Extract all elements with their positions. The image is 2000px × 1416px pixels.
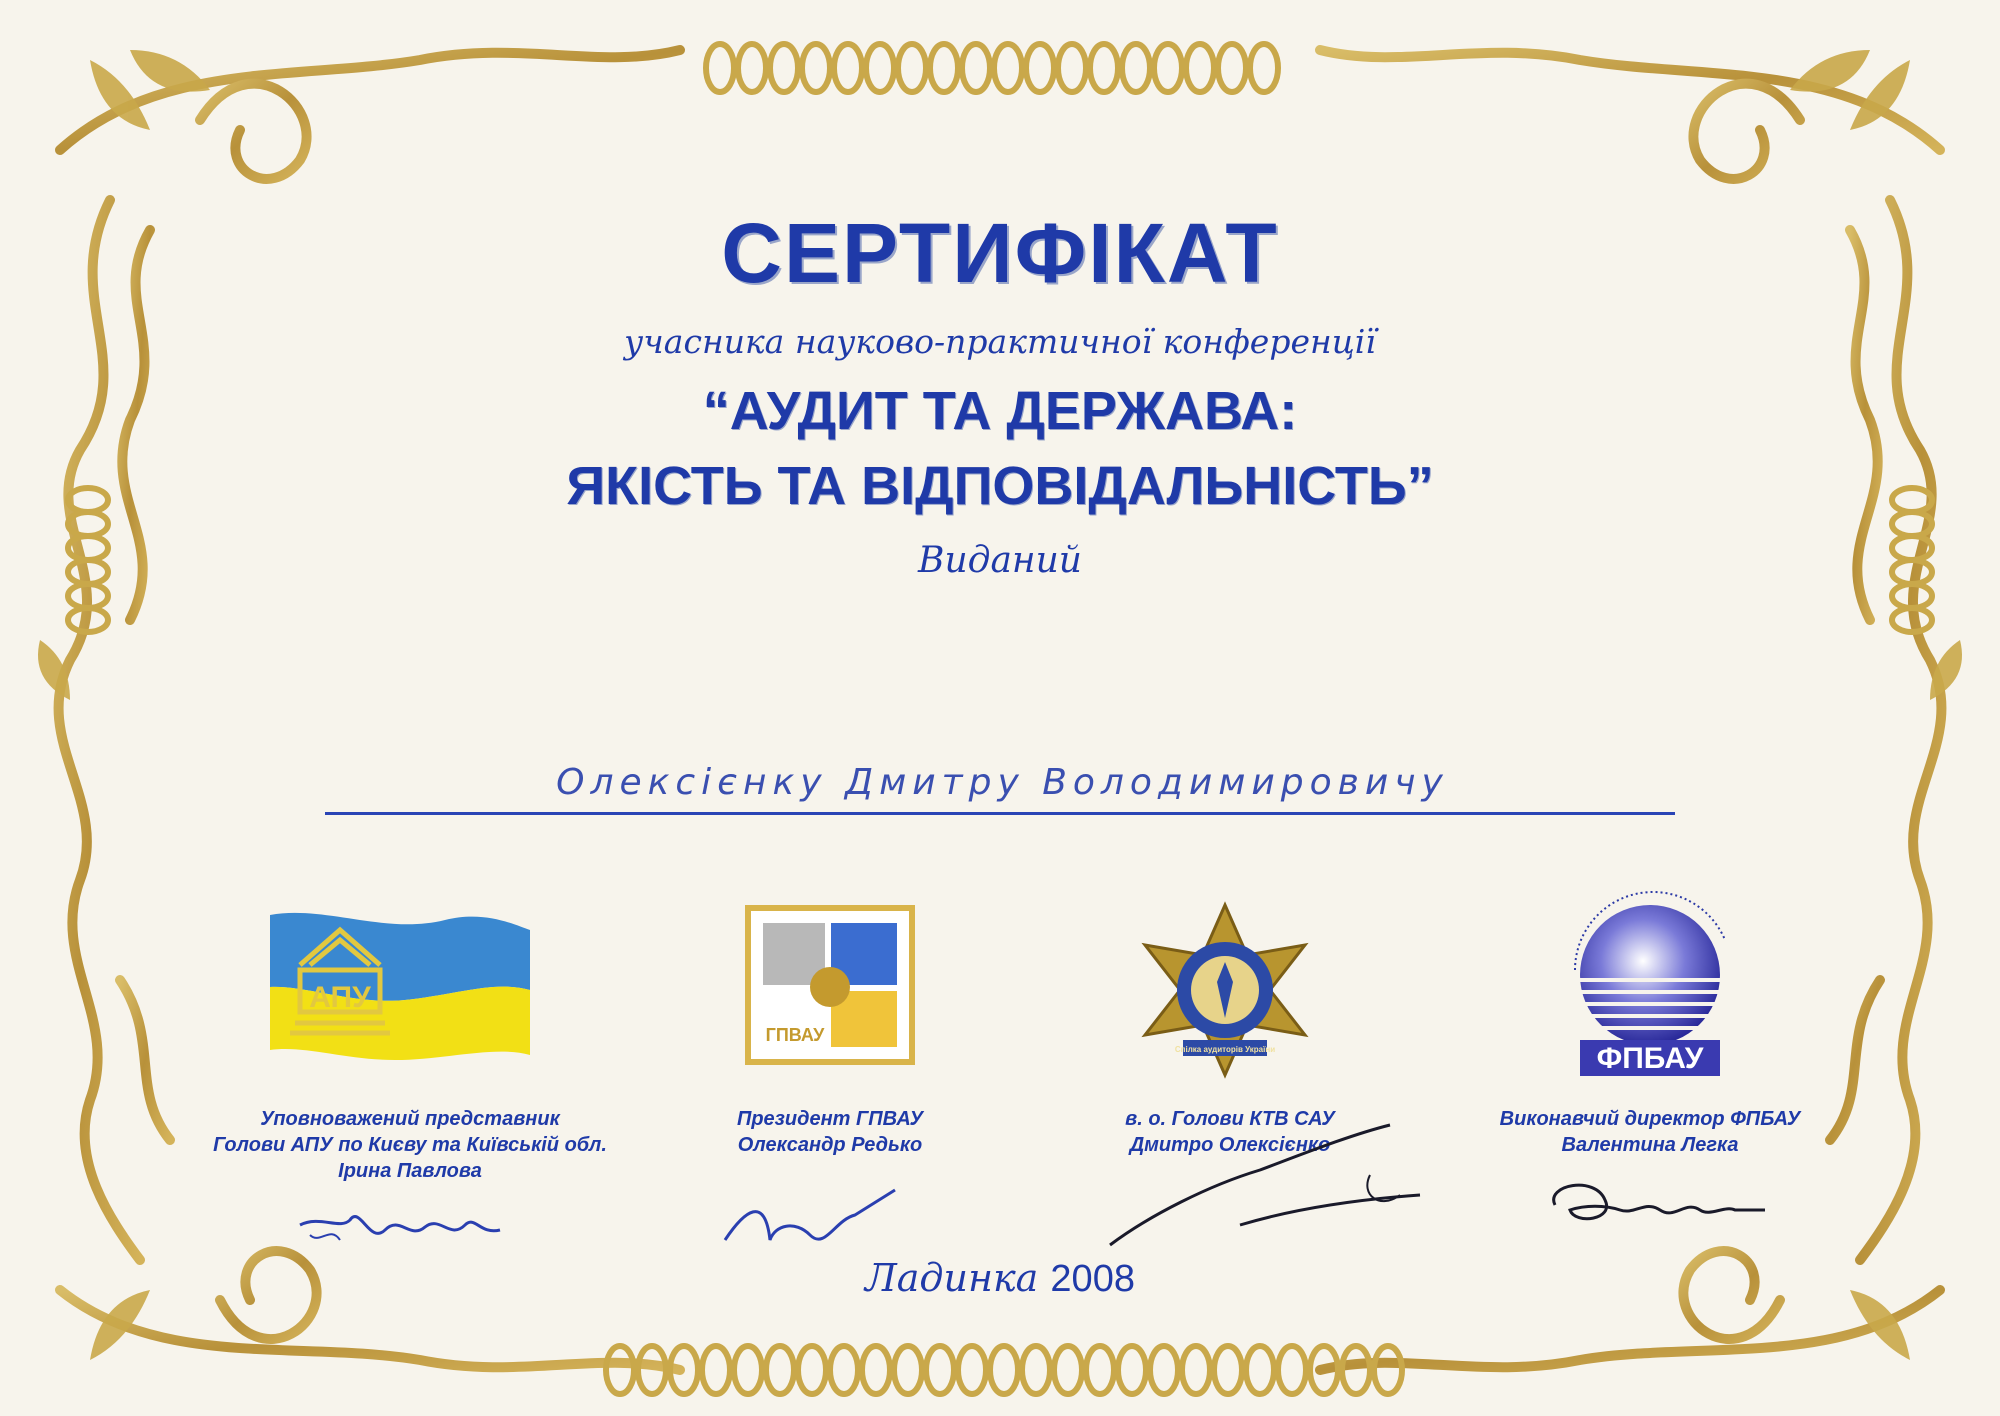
apu-logo xyxy=(265,905,535,1065)
certificate-title: СЕРТИФІКАТ xyxy=(721,206,1279,300)
place-name: Ладинка xyxy=(865,1256,1039,1300)
signature-apu xyxy=(290,1185,520,1265)
signature-sau xyxy=(1090,1115,1440,1255)
signatory-gpvau xyxy=(665,1106,995,1158)
signatory-apu-title: Уповноважений представник xyxy=(260,1108,560,1130)
issue-year: 2008 xyxy=(1050,1258,1135,1300)
certificate-subtitle: учасника науково-практичної конференції xyxy=(624,322,1376,361)
apu-logo-text: АПУ xyxy=(309,981,371,1014)
conference-title-line2: ЯКІСТЬ ТА ВІДПОВІДАЛЬНІСТЬ” xyxy=(566,456,1434,516)
signatory-sau-name: Дмитро Олексієнко xyxy=(1129,1134,1331,1156)
sau-logo xyxy=(1135,900,1315,1080)
signatory-fpbau xyxy=(1450,1106,1850,1158)
signatory-gpvau-title: Президент ГПВАУ xyxy=(736,1108,924,1130)
gpvau-logo xyxy=(745,905,915,1065)
fpbau-logo-text: ФПБАУ xyxy=(1596,1042,1704,1075)
gpvau-logo-text: ГПВАУ xyxy=(765,1025,825,1045)
recipient-underline xyxy=(325,812,1675,815)
signatory-apu xyxy=(140,1106,680,1184)
signature-fpbau xyxy=(1535,1165,1775,1245)
fpbau-logo xyxy=(1545,880,1745,1080)
place-and-year xyxy=(0,1256,2000,1301)
signatory-apu-org: Голови АПУ по Києву та Київській обл. xyxy=(213,1134,607,1156)
conference-title-line1: “АУДИТ ТА ДЕРЖАВА: xyxy=(702,381,1298,441)
signatory-gpvau-name: Олександр Редько xyxy=(737,1134,923,1156)
recipient-name: Олексієнку Дмитру Володимировичу xyxy=(556,762,1449,803)
signatory-apu-name: Ірина Павлова xyxy=(338,1160,482,1182)
issued-label: Виданий xyxy=(917,540,1082,581)
signature-gpvau xyxy=(715,1180,915,1260)
sau-logo-text: Спілка аудиторів України xyxy=(1174,1045,1276,1054)
signatory-sau-title: в. о. Голови КТВ САУ xyxy=(1125,1108,1335,1130)
signatory-fpbau-title: Виконавчий директор ФПБАУ xyxy=(1499,1108,1801,1130)
signatory-fpbau-name: Валентина Легка xyxy=(1561,1134,1739,1156)
